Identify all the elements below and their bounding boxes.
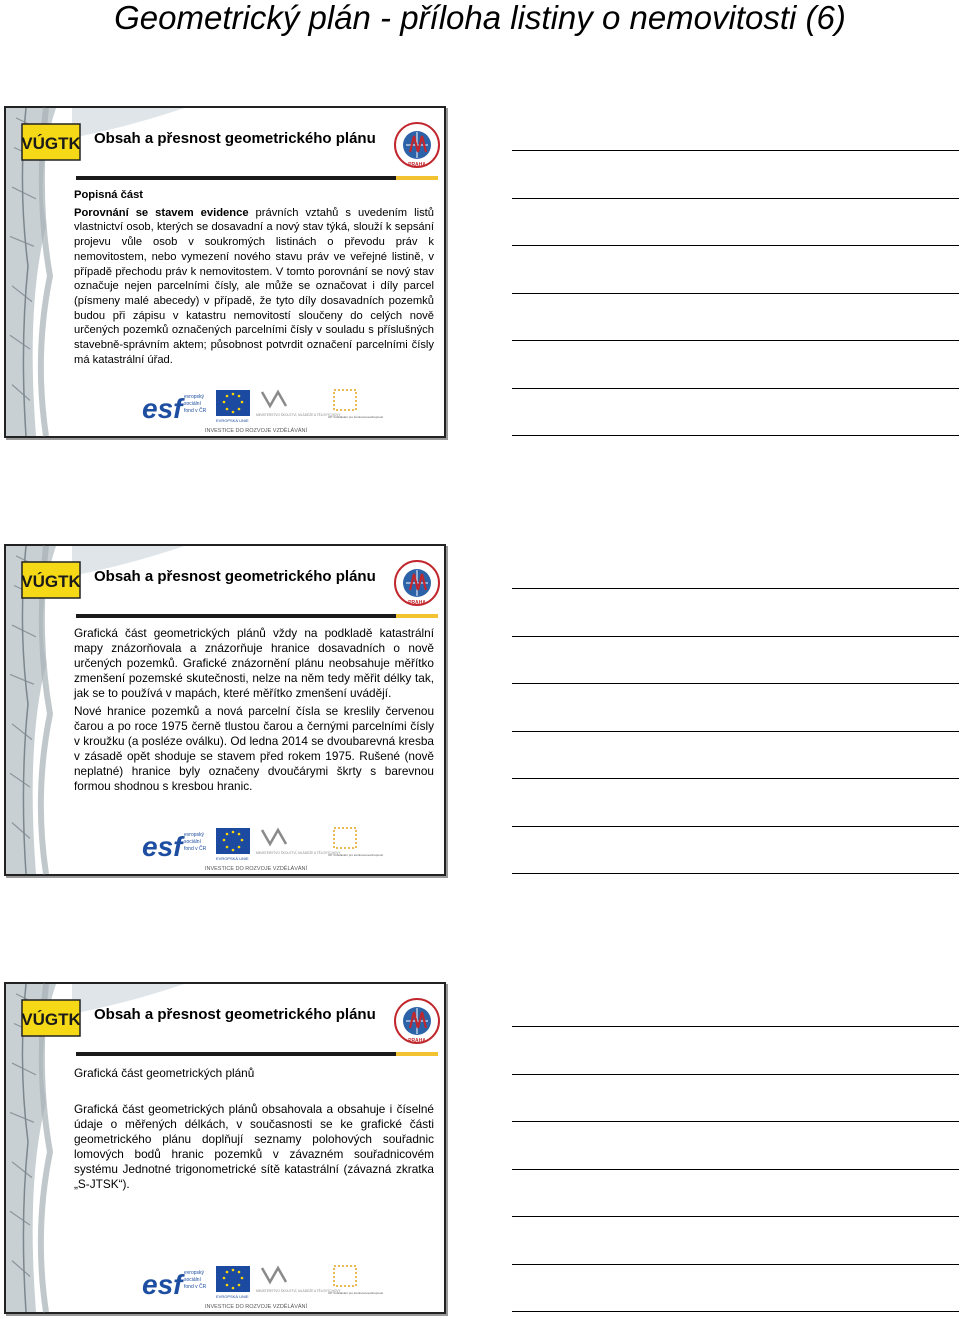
svg-text:sociální: sociální: [184, 401, 201, 407]
esf-logo-strip: [140, 826, 384, 872]
praha-logo-text: PRAHA: [408, 162, 426, 168]
op-logo-icon: [334, 828, 356, 848]
praha-logo: [392, 120, 442, 170]
vugtk-logo-text: VÚGTK: [21, 1010, 81, 1029]
section-heading: Popisná část: [74, 189, 144, 201]
slide-body: [74, 188, 434, 370]
note-line: [512, 435, 959, 436]
praha-logo-text: PRAHA: [408, 1038, 426, 1044]
slide-title: Obsah a přesnost geometrického plánu: [94, 130, 376, 147]
svg-text:MINISTERSTVO ŠKOLSTVÍ, MLÁDEŽE: MINISTERSTVO ŠKOLSTVÍ, MLÁDEŽE A TĚLOVÝCHOVY: [256, 413, 341, 417]
slide-body: [74, 626, 434, 797]
vugtk-logo: [22, 562, 80, 598]
lead-bold: Porovnání se stavem evidence: [74, 206, 249, 219]
paragraph: Nové hranice pozemků a nová parcelní čísla se kreslily červenou čarou a po roce 1975 černě tlustou čarou a černými parcelními čísly v kroužku (a posléze oválku). Od ledna 2014 se dvoubarevná kresba v zásadě opět shoduje se stavem před rokem 1975. Rušené (nově neplatné) hranice byly označeny dvoučárymi škrty s barevnou formou shodnou s kresbou hranic.: [74, 704, 434, 793]
slide-body: [74, 1066, 434, 1195]
svg-text:evropský: evropský: [184, 1270, 205, 1276]
slide-title: Obsah a přesnost geometrického plánu: [94, 568, 376, 585]
svg-text:INVESTICE DO ROZVOJE VZDĚLÁVÁN: INVESTICE DO ROZVOJE VZDĚLÁVÁNÍ: [204, 866, 308, 872]
svg-text:fond v ČR: fond v ČR: [184, 1284, 207, 1290]
header-rule: [76, 614, 438, 618]
svg-text:EVROPSKÁ UNIE: EVROPSKÁ UNIE: [216, 856, 249, 861]
esf-logo-text: esf: [142, 1269, 183, 1300]
spacer: [74, 1084, 434, 1102]
esf-logo-strip: [140, 388, 384, 434]
praha-logo-text: PRAHA: [408, 600, 426, 606]
vugtk-logo: [22, 1000, 80, 1036]
note-line: [512, 1121, 959, 1122]
vugtk-logo: [22, 124, 80, 160]
esf-logo-text: esf: [142, 831, 183, 862]
svg-text:fond v ČR: fond v ČR: [184, 408, 207, 414]
eu-flag-icon: [216, 1266, 250, 1292]
slide-title: Obsah a přesnost geometrického plánu: [94, 1006, 376, 1023]
slide-2: [4, 544, 446, 876]
svg-text:INVESTICE DO ROZVOJE VZDĚLÁVÁN: INVESTICE DO ROZVOJE VZDĚLÁVÁNÍ: [204, 428, 308, 434]
header-rule: [76, 1052, 438, 1056]
section-heading: Grafická část geometrických plánů: [74, 1066, 255, 1080]
slide-1: [4, 106, 446, 438]
note-line: [512, 1216, 959, 1217]
note-line: [512, 1026, 959, 1027]
note-line: [512, 245, 959, 246]
praha-logo: [392, 996, 442, 1046]
vugtk-logo-text: VÚGTK: [21, 134, 81, 153]
header-rule: [76, 176, 438, 180]
praha-logo: [392, 558, 442, 608]
svg-text:MINISTERSTVO ŠKOLSTVÍ, MLÁDEŽE: MINISTERSTVO ŠKOLSTVÍ, MLÁDEŽE A TĚLOVÝCHOVY: [256, 851, 341, 855]
note-line: [512, 1264, 959, 1265]
op-logo-icon: [334, 390, 356, 410]
esf-logo-text: esf: [142, 393, 183, 424]
note-line: [512, 340, 959, 341]
note-line: [512, 1311, 959, 1312]
svg-text:OP Vzdělávání pro konkurencesc: OP Vzdělávání pro konkurenceschopnost: [328, 415, 384, 419]
lead-rest: právních vztahů s uvedením listů vlastnictví osob, kterých se dosavadní a nový stav týká, slouží k sepsání projevu vůle osob v soukromých listinách o převodu práv k nemovitostem, nebo vymezení nového stavu práv ve veřejné listině, v případě přechodu práv k nemovitostem. V tomto porovnání se nový stav označuje nejen parcelními čísly, ale může se označovat i díly parcel (písmeny malé abecedy) v případě, že tyto díly dosavadních pozemků budou při zápisu v katastru nemovitostí sloučeny do celých nově určených pozemků označených parcelními čísly v souladu s příslušných stavebně-správním aktem; působnost potvrdit označení parcelními čísly má katastrální úřad.: [74, 206, 434, 366]
msmt-logo-icon: [262, 392, 286, 406]
eu-flag-icon: [216, 390, 250, 416]
svg-text:sociální: sociální: [184, 839, 201, 845]
note-line: [512, 636, 959, 637]
note-line: [512, 873, 959, 874]
vugtk-logo-text: VÚGTK: [21, 572, 81, 591]
svg-text:EVROPSKÁ UNIE: EVROPSKÁ UNIE: [216, 1294, 249, 1299]
msmt-logo-icon: [262, 1268, 286, 1282]
note-line: [512, 198, 959, 199]
svg-text:evropský: evropský: [184, 394, 205, 400]
msmt-logo-icon: [262, 830, 286, 844]
svg-text:MINISTERSTVO ŠKOLSTVÍ, MLÁDEŽE: MINISTERSTVO ŠKOLSTVÍ, MLÁDEŽE A TĚLOVÝCHOVY: [256, 1289, 341, 1293]
page-title: Geometrický plán - příloha listiny o nemovitosti (6): [114, 0, 846, 36]
note-line: [512, 731, 959, 732]
note-line: [512, 150, 959, 151]
paragraph: Grafická část geometrických plánů vždy na podkladě katastrální mapy znázorňovala a znázorňuje hranice dosavadních o nově určených pozemků. Grafické znázornění plánu neobsahuje měřítko zmenšení pozemské skutečnosti, nelze na něm tedy měřit délky tak, jak se to používá v mapách, které měřítko zmenšení uvádějí.: [74, 626, 434, 700]
esf-logo-strip: [140, 1264, 384, 1310]
svg-text:INVESTICE DO ROZVOJE VZDĚLÁVÁN: INVESTICE DO ROZVOJE VZDĚLÁVÁNÍ: [204, 1304, 308, 1310]
note-line: [512, 778, 959, 779]
svg-text:OP Vzdělávání pro konkurencesc: OP Vzdělávání pro konkurenceschopnost: [328, 1291, 384, 1295]
svg-text:EVROPSKÁ UNIE: EVROPSKÁ UNIE: [216, 418, 249, 423]
svg-text:evropský: evropský: [184, 832, 205, 838]
op-logo-icon: [334, 1266, 356, 1286]
svg-text:sociální: sociální: [184, 1277, 201, 1283]
svg-text:OP Vzdělávání pro konkurencesc: OP Vzdělávání pro konkurenceschopnost: [328, 853, 384, 857]
note-line: [512, 826, 959, 827]
note-line: [512, 388, 959, 389]
paragraph: Grafická část geometrických plánů obsahovala a obsahuje i číselné údaje o měřených délkách, v současnosti se ke grafické části geometrického plánu doplňují seznamy polohových souřadnic lomových bodů hranic pozemků v závazném souřadnicovém systému Jednotné trigonometrické sítě katastrální (závazná zkratka „S-JTSK“).: [74, 1102, 434, 1191]
eu-flag-icon: [216, 828, 250, 854]
paragraph: [74, 206, 434, 368]
note-line: [512, 683, 959, 684]
note-line: [512, 293, 959, 294]
note-line: [512, 1169, 959, 1170]
note-line: [512, 1074, 959, 1075]
note-line: [512, 588, 959, 589]
svg-text:fond v ČR: fond v ČR: [184, 846, 207, 852]
slide-3: [4, 982, 446, 1314]
